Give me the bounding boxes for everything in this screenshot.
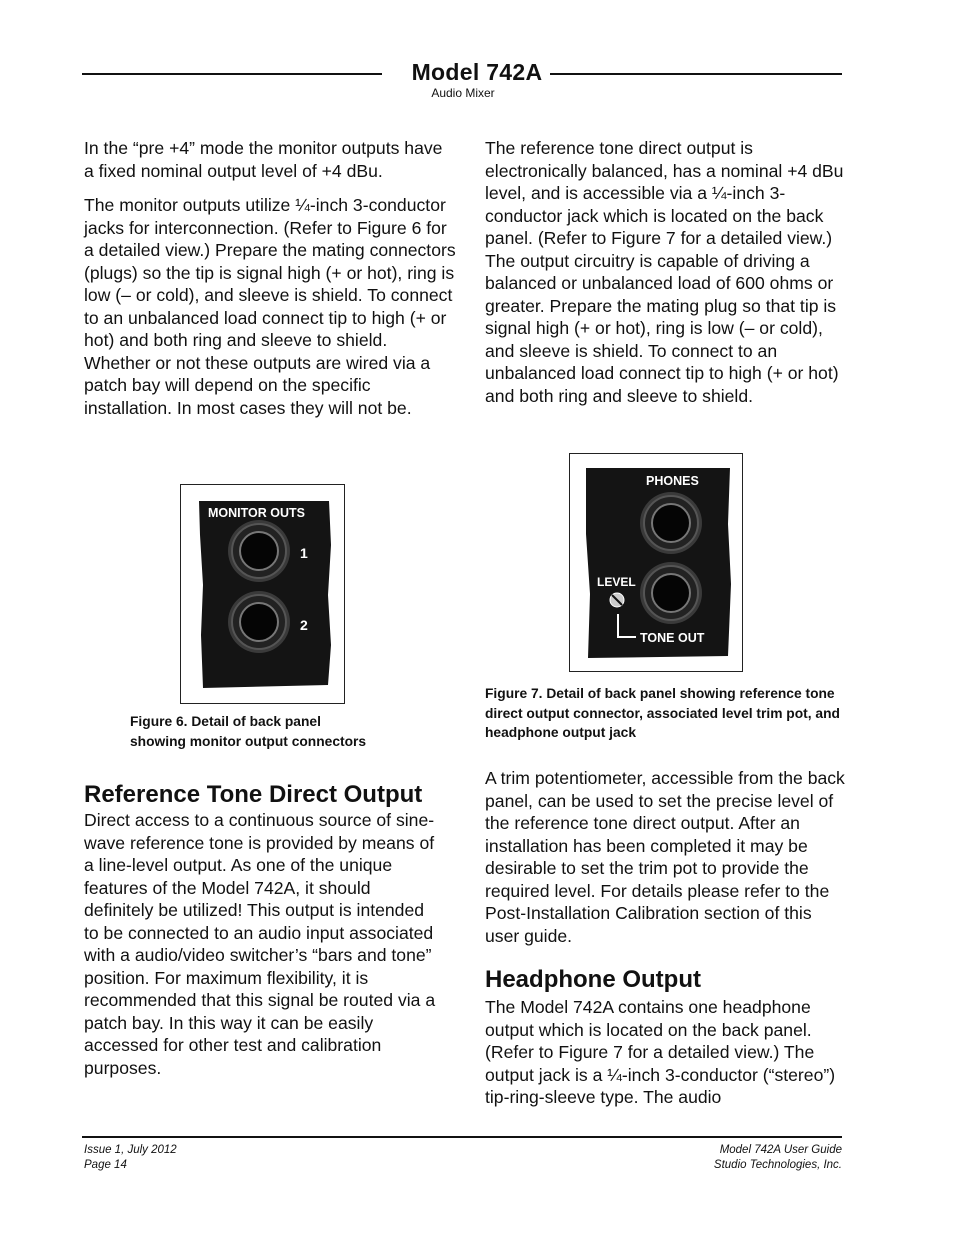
- figure-6-caption: [130, 712, 430, 751]
- heading-reference-tone: Reference Tone Direct Output: [84, 781, 423, 808]
- footer-company: Studio Technologies, Inc.: [713, 1159, 842, 1171]
- paragraph-trim-pot: A trim potentiometer, accessible from the back panel, can be used to set the precise level of the reference tone direct output. After an installation has been completed it may be desirable to set the trim pot to provide the required level. For details please refer to the Post-Installation Calibration section of this user guide.: [485, 768, 845, 946]
- level-label: LEVEL: [597, 575, 636, 589]
- monitor-jack-1: [228, 520, 290, 582]
- footer-right: [714, 1143, 842, 1173]
- left-column-top: [84, 137, 456, 419]
- page-header-subtitle: Audio Mixer: [431, 86, 495, 100]
- figure-7-caption: Figure 7. Detail of back panel showing reference tone direct output connector, associated level trim pot, and headphone output jack: [485, 686, 840, 740]
- footer-page-number: Page 14: [84, 1159, 127, 1171]
- monitor-jack-2: [228, 591, 290, 653]
- tone-out-label: TONE OUT: [640, 631, 705, 645]
- footer-left: [84, 1143, 177, 1173]
- figure-6-caption-line1: Figure 6. Detail of back panel: [130, 714, 321, 729]
- paragraph-reference-tone: Direct access to a continuous source of sine-wave reference tone is provided by means of a line-level output. As one of the unique features of the Model 742A, it should definitely be utilized! This output is intended to be connected to an audio input associated with a audio/video switcher’s “bars and tone” position. For maximum flexibility, it is recommended that this signal be routed via a patch bay. In this way it can be easily accessed for other test and calibration purposes.: [84, 810, 436, 1078]
- right-column-top: [485, 137, 845, 407]
- jack-1-label: 1: [300, 545, 308, 561]
- paragraph-tone-output-balanced: The reference tone direct output is electronically balanced, has a nominal +4 dBu level, and is accessible via a ¼-inch 3-conductor jack which is located on the back panel. (Refer to Figure 7 for a detailed view.) The output circuitry is capable of driving a balanced or unbalanced load of 600 ohms or greater. Prepare the mating plug so that tip is signal high (+ or hot), ring is low (– or cold), and sleeve is shield. To connect to an unbalanced load connect tip to high (+ or hot) and both ring and sleeve to shield.: [485, 138, 844, 406]
- monitor-outs-panel-illustration: [181, 485, 344, 703]
- footer-guide-title: Model 742A User Guide: [719, 1144, 842, 1156]
- phones-jack: [640, 492, 702, 554]
- heading-headphone-output: Headphone Output: [485, 966, 701, 993]
- footer-issue: Issue 1, July 2012: [84, 1144, 177, 1156]
- paragraph-monitor-outputs: The monitor outputs utilize ¼-inch 3-conductor jacks for interconnection. (Refer to Figure 6 for a detailed view.) Prepare the mating connectors (plugs) so the tip is signal high (+ or hot), ring is low (– or cold), and sleeve is shield. To connect to an unbalanced load connect tip to high (+ or hot) and both ring and sleeve to shield. Whether or not these outputs are wired via a patch bay will depend on the specific installation. In most cases they will not be.: [84, 195, 456, 418]
- phones-label: PHONES: [646, 474, 699, 488]
- figure-6-caption-line2: showing monitor output connectors: [130, 733, 367, 749]
- header-title-text: Model 742A: [404, 59, 551, 85]
- left-column-bottom: [84, 809, 436, 1079]
- figure-6: [180, 484, 345, 704]
- level-trim-pot-icon: [610, 593, 624, 607]
- phones-tone-panel-illustration: [570, 454, 742, 671]
- figure-7: [569, 453, 743, 672]
- paragraph-headphone: The Model 742A contains one headphone output which is located on the back panel. (Refer to Figure 7 for a detailed view.) The output jack is a ¼-inch 3-conductor (“stereo”) tip-ring-sleeve type. The audio: [485, 997, 836, 1107]
- tone-out-jack: [640, 562, 702, 624]
- paragraph-pre4-mode: In the “pre +4” mode the monitor outputs have a fixed nominal output level of +4 dBu.: [84, 138, 443, 181]
- jack-2-label: 2: [300, 617, 308, 633]
- right-column-bottom: [485, 996, 847, 1109]
- footer-rule: [82, 1136, 842, 1138]
- right-column-middle: [485, 767, 847, 947]
- monitor-outs-label: MONITOR OUTS: [208, 506, 305, 520]
- page-header-title: [0, 59, 954, 86]
